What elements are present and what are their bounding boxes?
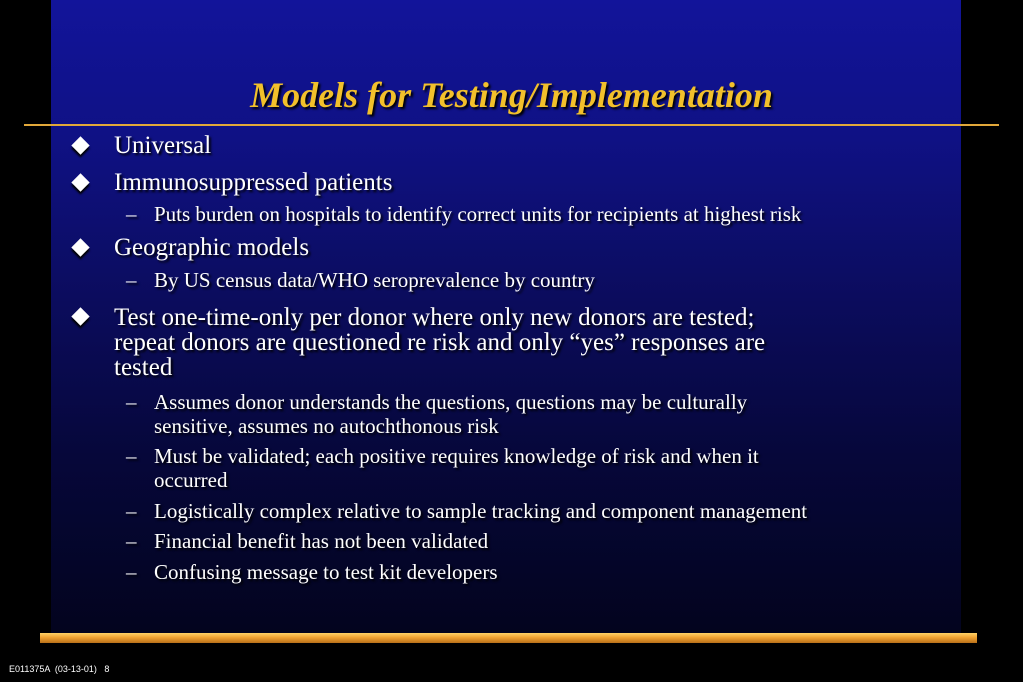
- dash-bullet-icon: –: [126, 444, 137, 468]
- sub-bullet-confusing-message: Confusing message to test kit developers: [154, 560, 498, 584]
- sub-bullet-financial: Financial benefit has not been validated: [154, 529, 489, 553]
- bullet-one-time-line-1: Test one-time-only per donor where only new donors are tested;: [114, 304, 755, 331]
- bottom-divider-bar: [40, 633, 977, 643]
- dash-bullet-icon: –: [126, 268, 137, 292]
- bullet-one-time-line-3: tested: [114, 354, 173, 381]
- sub-bullet-assumes-line-2: sensitive, assumes no autochthonous risk: [154, 414, 499, 438]
- bullet-geographic: Geographic models: [114, 234, 310, 261]
- bullet-one-time-line-2: repeat donors are questioned re risk and only “yes” responses are: [114, 329, 766, 356]
- sub-bullet-validated-line-1: Must be validated; each positive requires knowledge of risk and when it: [154, 444, 759, 468]
- diamond-bullet-icon: [71, 238, 89, 256]
- slide-footer-code: E011375A (03-13-01) 8: [9, 664, 110, 674]
- bullet-universal: Universal: [114, 132, 212, 159]
- diamond-bullet-icon: [71, 307, 89, 325]
- sub-bullet-hospital-burden: Puts burden on hospitals to identify correct units for recipients at highest risk: [154, 202, 802, 226]
- dash-bullet-icon: –: [126, 529, 137, 553]
- diamond-bullet-icon: [71, 136, 89, 154]
- dash-bullet-icon: –: [126, 390, 137, 414]
- dash-bullet-icon: –: [126, 202, 137, 226]
- slide-title: Models for Testing/Implementation: [250, 75, 773, 115]
- sub-bullet-validated-line-2: occurred: [154, 468, 228, 492]
- dash-bullet-icon: –: [126, 499, 137, 523]
- bullet-immunosuppressed: Immunosuppressed patients: [114, 169, 393, 196]
- dash-bullet-icon: –: [126, 560, 137, 584]
- sub-bullet-census-data: By US census data/WHO seroprevalence by country: [154, 268, 595, 292]
- diamond-bullet-icon: [71, 173, 89, 191]
- sub-bullet-logistics: Logistically complex relative to sample tracking and component management: [154, 499, 808, 523]
- sub-bullet-assumes-line-1: Assumes donor understands the questions, questions may be culturally: [154, 390, 748, 414]
